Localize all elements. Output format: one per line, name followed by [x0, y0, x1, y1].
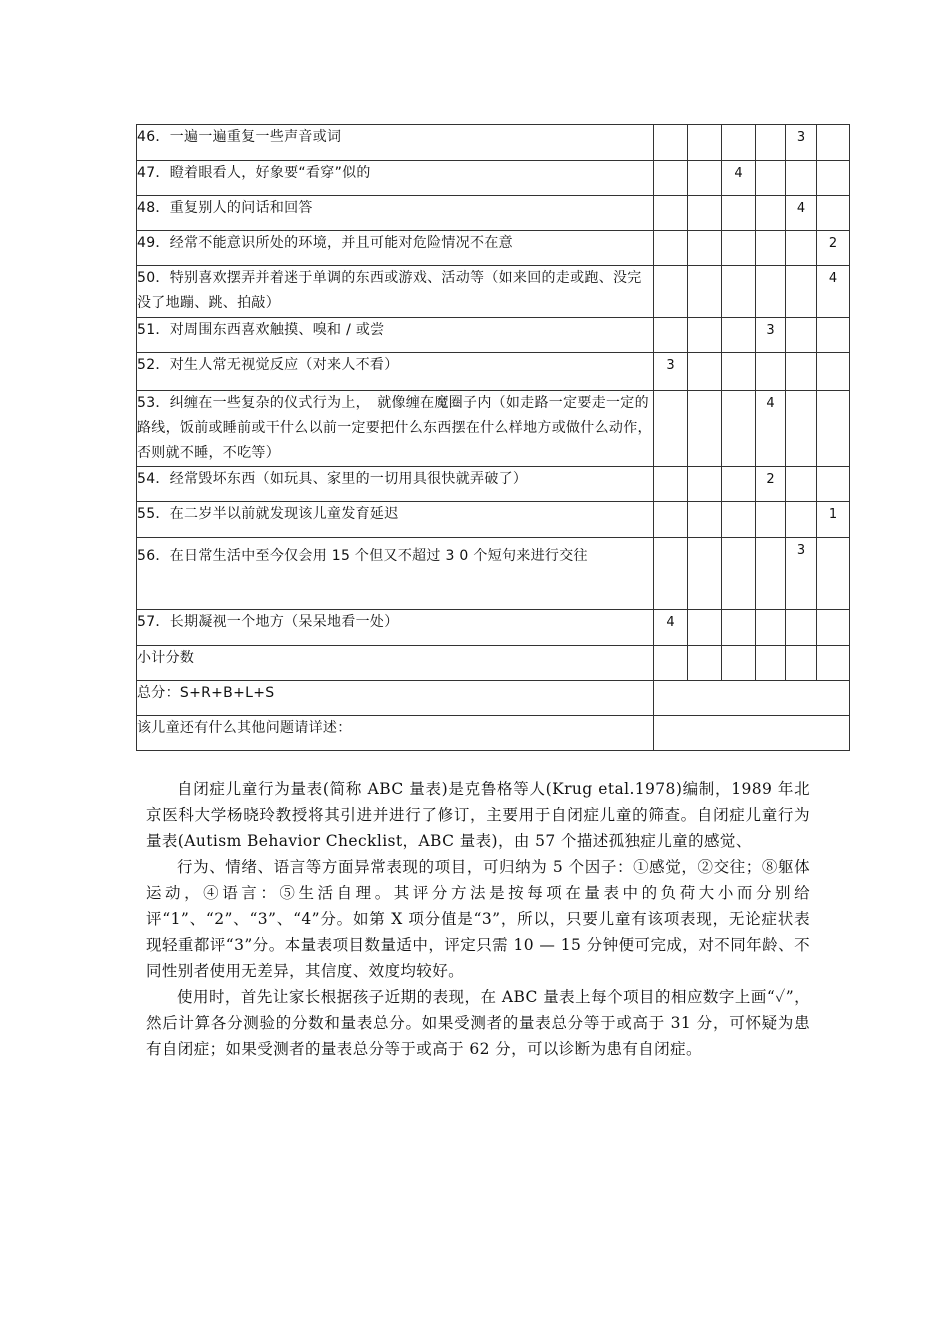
table-row: [137, 467, 850, 502]
score-cell[interactable]: [722, 467, 756, 502]
subtotal-label: 小计分数: [137, 646, 654, 681]
score-cell[interactable]: [756, 266, 786, 318]
score-cell[interactable]: [654, 318, 688, 353]
score-cell[interactable]: [654, 266, 688, 318]
score-cell[interactable]: [722, 125, 756, 161]
score-cell[interactable]: [688, 502, 722, 538]
score-cell[interactable]: 3: [786, 125, 817, 161]
item-text: 49．经常不能意识所处的环境，并且可能对危险情况不在意: [137, 231, 654, 266]
score-cell[interactable]: [688, 538, 722, 610]
score-cell[interactable]: [756, 538, 786, 610]
abc-scale-table: [136, 124, 850, 751]
table-row: [137, 391, 850, 467]
table-row: [137, 538, 850, 610]
other-problems-row: [137, 716, 850, 751]
score-cell[interactable]: [722, 266, 756, 318]
score-cell[interactable]: [654, 125, 688, 161]
total-row: [137, 681, 850, 716]
description-paragraph: 行为、情绪、语言等方面异常表现的项目，可归纳为 5 个因子：①感觉，②交往；⑧躯体运动，④语言：⑤生活自理。其评分方法是按每项在量表中的负荷大小而分别给评“1”、“2”、“3”、“4”分。如第 X 项分值是“3”，所以，只要儿童有该项表现，无论症状表现轻重都评“3”分。本量表项目数量适中，评定只需 10 — 15 分钟便可完成，对不同年龄、不同性别者使用无差异，其信度、效度均较好。: [146, 858, 810, 980]
score-cell[interactable]: [756, 231, 786, 266]
item-text: 54．经常毁坏东西（如玩具、家里的一切用具很快就弄破了）: [137, 467, 654, 502]
score-cell[interactable]: [654, 196, 688, 231]
score-cell[interactable]: [688, 125, 722, 161]
score-cell[interactable]: [722, 353, 756, 391]
subtotal-row: [137, 646, 850, 681]
score-cell[interactable]: [786, 318, 817, 353]
score-cell[interactable]: 4: [786, 196, 817, 231]
table-row: [137, 502, 850, 538]
other-problems-label: 该儿童还有什么其他问题请详述：: [137, 716, 654, 751]
score-cell[interactable]: [688, 391, 722, 467]
score-cell[interactable]: [654, 391, 688, 467]
score-cell[interactable]: [688, 318, 722, 353]
score-cell[interactable]: [722, 196, 756, 231]
score-cell[interactable]: 3: [756, 318, 786, 353]
item-text: 51．对周围东西喜欢触摸、嗅和 / 或尝: [137, 318, 654, 353]
item-text: 55．在二岁半以前就发现该儿童发育延迟: [137, 502, 654, 538]
score-cell[interactable]: 4: [654, 610, 688, 646]
score-cell[interactable]: 4: [817, 266, 850, 318]
table-row: [137, 231, 850, 266]
item-text: 53．纠缠在一些复杂的仪式行为上， 就像缠在魔圈子内（如走路一定要走一定的路线，饭前或睡前或干什么以前一定要把什么东西摆在什么样地方或做什么动作，否则就不睡，不吃等）: [137, 391, 654, 467]
score-cell[interactable]: 4: [722, 161, 756, 196]
score-cell[interactable]: [786, 610, 817, 646]
score-cell[interactable]: 3: [654, 353, 688, 391]
score-cell[interactable]: [722, 610, 756, 646]
score-cell[interactable]: [756, 610, 786, 646]
score-cell[interactable]: [817, 467, 850, 502]
item-text: 56．在日常生活中至今仅会用 15 个但又不超过 3 0 个短句来进行交往: [137, 538, 654, 610]
score-cell[interactable]: [688, 266, 722, 318]
table-row: [137, 610, 850, 646]
description-paragraph: 自闭症儿童行为量表(简称 ABC 量表)是克鲁格等人(Krug etal.1978)编制，1989 年北京医科大学杨晓玲教授将其引进并进行了修订，主要用于自闭症儿童的筛查。自闭症儿童行为量表(Autism Behavior Checklist，ABC 量表)，由 57 个描述孤独症儿童的感觉、: [146, 780, 810, 850]
subtotal-cell[interactable]: [756, 646, 786, 681]
score-cell[interactable]: 1: [817, 502, 850, 538]
score-cell[interactable]: [817, 161, 850, 196]
score-cell[interactable]: [654, 231, 688, 266]
score-cell[interactable]: [722, 502, 756, 538]
score-cell[interactable]: [688, 196, 722, 231]
total-score-field[interactable]: [654, 681, 850, 716]
score-cell[interactable]: [786, 353, 817, 391]
score-cell[interactable]: [786, 266, 817, 318]
score-cell[interactable]: [756, 502, 786, 538]
subtotal-cell[interactable]: [654, 646, 688, 681]
score-cell[interactable]: [817, 318, 850, 353]
score-cell[interactable]: [654, 467, 688, 502]
score-cell[interactable]: [654, 161, 688, 196]
table-row: [137, 196, 850, 231]
item-text: 46．一遍一遍重复一些声音或词: [137, 125, 654, 161]
score-cell[interactable]: [786, 502, 817, 538]
score-cell[interactable]: [722, 391, 756, 467]
total-label: 总分：S+R+B+L+S: [137, 681, 654, 716]
item-text: 50．特别喜欢摆弄并着迷于单调的东西或游戏、活动等（如来回的走或跑、没完没了地蹦、跳、拍敲）: [137, 266, 654, 318]
score-cell[interactable]: [756, 161, 786, 196]
score-cell[interactable]: [756, 125, 786, 161]
score-cell[interactable]: [688, 467, 722, 502]
item-text: 52．对生人常无视觉反应（对来人不看）: [137, 353, 654, 391]
item-text: 57．长期凝视一个地方（呆呆地看一处）: [137, 610, 654, 646]
score-cell[interactable]: [756, 353, 786, 391]
score-cell[interactable]: 2: [817, 231, 850, 266]
score-cell[interactable]: [817, 353, 850, 391]
score-cell[interactable]: 2: [756, 467, 786, 502]
other-problems-field[interactable]: [654, 716, 850, 751]
score-cell[interactable]: [786, 391, 817, 467]
subtotal-cell[interactable]: [786, 646, 817, 681]
score-cell[interactable]: [786, 161, 817, 196]
subtotal-cell[interactable]: [817, 646, 850, 681]
score-cell[interactable]: [756, 196, 786, 231]
score-cell[interactable]: [817, 610, 850, 646]
score-cell[interactable]: [786, 467, 817, 502]
score-cell[interactable]: [654, 538, 688, 610]
description-paragraph: 使用时，首先让家长根据孩子近期的表现，在 ABC 量表上每个项目的相应数字上画“✓”，然后计算各分测验的分数和量表总分。如果受测者的量表总分等于或高于 31 分，可怀疑为患有自闭症；如果受测者的量表总分等于或高于 62 分，可以诊断为患有自闭症。: [146, 988, 810, 1058]
score-cell[interactable]: [722, 231, 756, 266]
item-text: 48．重复别人的问话和回答: [137, 196, 654, 231]
score-cell[interactable]: [688, 353, 722, 391]
table-row: [137, 125, 850, 161]
item-text: 47．瞪着眼看人，好象要“看穿”似的: [137, 161, 654, 196]
score-cell[interactable]: [654, 502, 688, 538]
subtotal-cell[interactable]: [722, 646, 756, 681]
score-cell[interactable]: [817, 125, 850, 161]
score-cell[interactable]: [722, 538, 756, 610]
score-cell[interactable]: [722, 318, 756, 353]
table-row: [137, 161, 850, 196]
score-cell[interactable]: [688, 161, 722, 196]
score-cell[interactable]: [817, 538, 850, 610]
subtotal-cell[interactable]: [688, 646, 722, 681]
score-cell[interactable]: 4: [756, 391, 786, 467]
score-cell[interactable]: [688, 231, 722, 266]
scale-description: [146, 776, 810, 1062]
score-cell[interactable]: [786, 231, 817, 266]
score-cell[interactable]: 3: [786, 538, 817, 610]
score-cell[interactable]: [817, 196, 850, 231]
table-row: [137, 353, 850, 391]
table-row: [137, 318, 850, 353]
score-cell[interactable]: [688, 610, 722, 646]
table-row: [137, 266, 850, 318]
score-cell[interactable]: [817, 391, 850, 467]
